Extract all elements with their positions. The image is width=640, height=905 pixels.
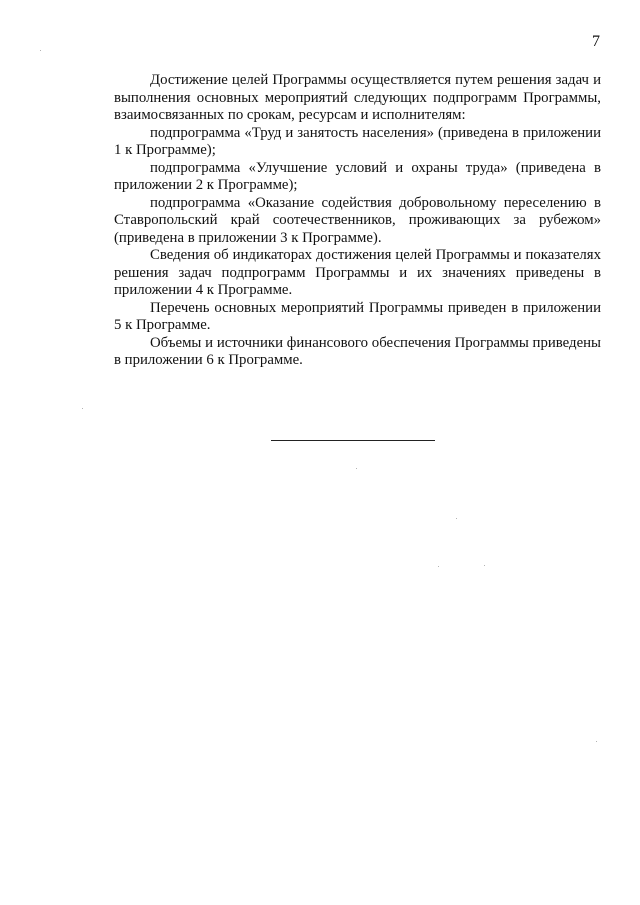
page-number: 7 xyxy=(592,33,600,50)
scan-speck xyxy=(40,50,41,51)
scan-speck xyxy=(456,518,457,519)
paragraph-activities-list: Перечень основных мероприятий Программы приведен в приложении 5 к Программе. xyxy=(114,299,601,333)
scan-speck xyxy=(438,566,439,567)
paragraph-subprogram-resettlement: подпрограмма «Оказание содействия добровольному переселению в Ставропольский край соотечественников, проживающих за рубежом» (приведена в приложении 3 к Программе). xyxy=(114,194,601,246)
paragraph-indicators: Сведения об индикаторах достижения целей Программы и показателях решения задач подпрограмм Программы и их значениях приведены в приложении 4 к Программе. xyxy=(114,247,601,298)
document-body xyxy=(114,72,601,370)
scan-speck xyxy=(484,565,485,566)
scan-speck xyxy=(82,408,83,409)
scan-speck xyxy=(356,468,357,469)
paragraph-subprogram-safety: подпрограмма «Улучшение условий и охраны труда» (приведена в приложении 2 к Программе); xyxy=(114,159,601,193)
scan-speck xyxy=(596,741,597,742)
paragraph-financing: Объемы и источники финансового обеспечения Программы приведены в приложении 6 к Программе. xyxy=(114,334,601,368)
paragraph-program-goals: Достижение целей Программы осуществляется путем решения задач и выполнения основных мероприятий следующих подпрограмм Программы, взаимосвязанных по срокам, ресурсам и исполнителям: xyxy=(114,72,601,123)
paragraph-subprogram-labor: подпрограмма «Труд и занятость населения» (приведена в приложении 1 к Программе); xyxy=(114,124,601,158)
closing-rule-line xyxy=(271,440,435,441)
